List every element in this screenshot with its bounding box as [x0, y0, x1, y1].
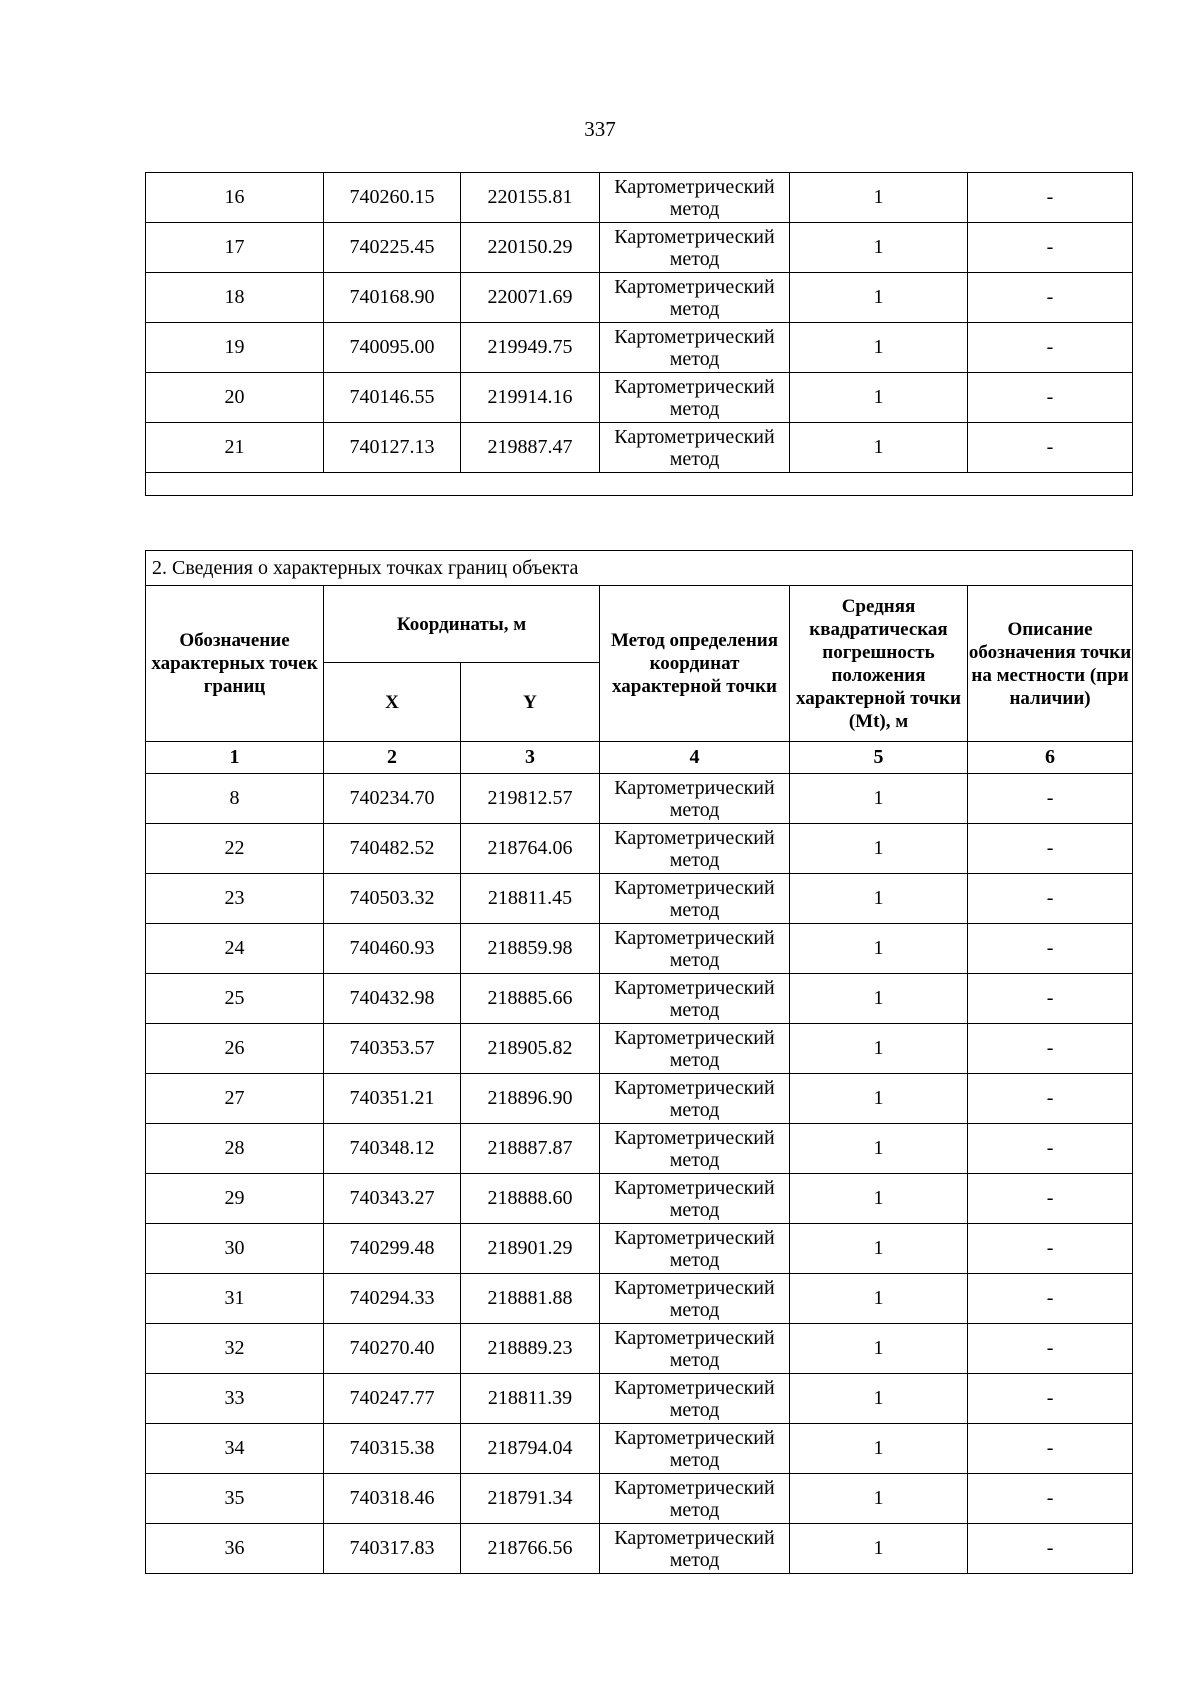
method-text: метод [669, 1548, 720, 1571]
method-text: метод [669, 898, 720, 921]
method-text: метод [669, 197, 720, 220]
description-cell: - [968, 1124, 1133, 1174]
empty-cell [146, 473, 1133, 496]
method-text: метод [669, 1498, 720, 1521]
header-error: Средняя квадратическая погрешность положения характерной точки (Mt), м [790, 586, 968, 742]
section-title-row [146, 551, 1133, 586]
table-row [146, 173, 1133, 223]
method-text: метод [669, 397, 720, 420]
x-coordinate-cell: 740432.98 [324, 974, 461, 1024]
header-y: Y [461, 663, 600, 742]
method-text: Картометрический [614, 1226, 775, 1249]
x-coordinate-cell: 740299.48 [324, 1224, 461, 1274]
x-coordinate-cell: 740127.13 [324, 423, 461, 473]
method-text: метод [669, 998, 720, 1021]
method-cell [600, 874, 790, 924]
method-text: метод [669, 1048, 720, 1071]
column-number: 5 [790, 742, 968, 774]
y-coordinate-cell: 218859.98 [461, 924, 600, 974]
y-coordinate-cell: 218896.90 [461, 1074, 600, 1124]
point-id-cell: 28 [146, 1124, 324, 1174]
point-id-cell: 20 [146, 373, 324, 423]
x-coordinate-cell: 740482.52 [324, 824, 461, 874]
x-coordinate-cell: 740225.45 [324, 223, 461, 273]
table-row [146, 1074, 1133, 1124]
method-cell [600, 774, 790, 824]
section-title: 2. Сведения о характерных точках границ объекта [146, 551, 1133, 586]
column-number: 3 [461, 742, 600, 774]
method-text: Картометрический [614, 1426, 775, 1449]
point-id-cell: 35 [146, 1474, 324, 1524]
table-row [146, 1424, 1133, 1474]
point-id-cell: 17 [146, 223, 324, 273]
points-table-continued [145, 172, 1133, 496]
y-coordinate-cell: 218889.23 [461, 1324, 600, 1374]
table-row [146, 1024, 1133, 1074]
table-row [146, 974, 1133, 1024]
method-text: метод [669, 1198, 720, 1221]
method-text: Картометрический [614, 1026, 775, 1049]
error-cell: 1 [790, 1224, 968, 1274]
method-text: Картометрический [614, 1526, 775, 1549]
table-row [146, 273, 1133, 323]
method-text: Картометрический [614, 1276, 775, 1299]
description-cell: - [968, 774, 1133, 824]
y-coordinate-cell: 218881.88 [461, 1274, 600, 1324]
description-cell: - [968, 223, 1133, 273]
empty-row [146, 473, 1133, 496]
method-cell [600, 1524, 790, 1574]
method-cell [600, 1124, 790, 1174]
method-cell [600, 1474, 790, 1524]
y-coordinate-cell: 218887.87 [461, 1124, 600, 1174]
method-text: метод [669, 1448, 720, 1471]
description-cell: - [968, 824, 1133, 874]
point-id-cell: 23 [146, 874, 324, 924]
x-coordinate-cell: 740503.32 [324, 874, 461, 924]
point-id-cell: 34 [146, 1424, 324, 1474]
method-cell [600, 1374, 790, 1424]
point-id-cell: 27 [146, 1074, 324, 1124]
table-header [146, 551, 1133, 774]
method-text: метод [669, 297, 720, 320]
error-cell: 1 [790, 1074, 968, 1124]
page-number: 337 [584, 117, 616, 141]
error-cell: 1 [790, 323, 968, 373]
method-cell [600, 223, 790, 273]
error-cell: 1 [790, 1274, 968, 1324]
header-row [146, 586, 1133, 663]
method-text: Картометрический [614, 826, 775, 849]
table-row [146, 1474, 1133, 1524]
method-text: метод [669, 1398, 720, 1421]
description-cell: - [968, 1224, 1133, 1274]
error-cell: 1 [790, 1474, 968, 1524]
y-coordinate-cell: 220071.69 [461, 273, 600, 323]
method-text: Картометрический [614, 425, 775, 448]
table-row [146, 423, 1133, 473]
method-cell [600, 373, 790, 423]
y-coordinate-cell: 218791.34 [461, 1474, 600, 1524]
header-method: Метод определения координат характерной точки [600, 586, 790, 742]
method-text: Картометрический [614, 275, 775, 298]
description-cell: - [968, 273, 1133, 323]
y-coordinate-cell: 218905.82 [461, 1024, 600, 1074]
point-id-cell: 26 [146, 1024, 324, 1074]
error-cell: 1 [790, 1124, 968, 1174]
description-cell: - [968, 1324, 1133, 1374]
y-coordinate-cell: 218901.29 [461, 1224, 600, 1274]
method-cell [600, 173, 790, 223]
method-text: Картометрический [614, 325, 775, 348]
error-cell: 1 [790, 373, 968, 423]
method-text: метод [669, 1348, 720, 1371]
error-cell: 1 [790, 423, 968, 473]
error-cell: 1 [790, 1524, 968, 1574]
description-cell: - [968, 1524, 1133, 1574]
error-cell: 1 [790, 874, 968, 924]
header-coordinates: Координаты, м [324, 586, 600, 663]
method-cell [600, 1274, 790, 1324]
y-coordinate-cell: 218888.60 [461, 1174, 600, 1224]
x-coordinate-cell: 740095.00 [324, 323, 461, 373]
method-cell [600, 273, 790, 323]
method-text: метод [669, 447, 720, 470]
method-text: Картометрический [614, 1326, 775, 1349]
point-id-cell: 33 [146, 1374, 324, 1424]
method-text: метод [669, 848, 720, 871]
error-cell: 1 [790, 273, 968, 323]
x-coordinate-cell: 740270.40 [324, 1324, 461, 1374]
error-cell: 1 [790, 1424, 968, 1474]
table-row [146, 1374, 1133, 1424]
x-coordinate-cell: 740234.70 [324, 774, 461, 824]
error-cell: 1 [790, 1024, 968, 1074]
x-coordinate-cell: 740318.46 [324, 1474, 461, 1524]
description-cell: - [968, 423, 1133, 473]
method-text: метод [669, 798, 720, 821]
column-number: 4 [600, 742, 790, 774]
y-coordinate-cell: 218794.04 [461, 1424, 600, 1474]
point-id-cell: 25 [146, 974, 324, 1024]
description-cell: - [968, 1374, 1133, 1424]
method-cell [600, 824, 790, 874]
error-cell: 1 [790, 974, 968, 1024]
header-description: Описание обозначения точки на местности (при наличии) [968, 586, 1133, 742]
error-cell: 1 [790, 223, 968, 273]
table-row [146, 924, 1133, 974]
method-text: Картометрический [614, 926, 775, 949]
table-row [146, 1224, 1133, 1274]
table-row [146, 824, 1133, 874]
description-cell: - [968, 1424, 1133, 1474]
method-cell [600, 974, 790, 1024]
point-id-cell: 32 [146, 1324, 324, 1374]
x-coordinate-cell: 740460.93 [324, 924, 461, 974]
error-cell: 1 [790, 774, 968, 824]
error-cell: 1 [790, 1374, 968, 1424]
error-cell: 1 [790, 924, 968, 974]
method-text: Картометрический [614, 976, 775, 999]
y-coordinate-cell: 218811.45 [461, 874, 600, 924]
method-text: метод [669, 1248, 720, 1271]
x-coordinate-cell: 740260.15 [324, 173, 461, 223]
x-coordinate-cell: 740348.12 [324, 1124, 461, 1174]
description-cell: - [968, 1474, 1133, 1524]
boundary-points-table [145, 550, 1133, 1574]
x-coordinate-cell: 740315.38 [324, 1424, 461, 1474]
y-coordinate-cell: 220150.29 [461, 223, 600, 273]
point-id-cell: 18 [146, 273, 324, 323]
method-text: метод [669, 347, 720, 370]
method-text: Картометрический [614, 776, 775, 799]
table-row [146, 1274, 1133, 1324]
point-id-cell: 22 [146, 824, 324, 874]
header-designation: Обозначение характерных точек границ [146, 586, 324, 742]
method-text: метод [669, 247, 720, 270]
y-coordinate-cell: 218811.39 [461, 1374, 600, 1424]
column-number-row [146, 742, 1133, 774]
table-row [146, 1124, 1133, 1174]
method-cell [600, 1024, 790, 1074]
description-cell: - [968, 974, 1133, 1024]
point-id-cell: 8 [146, 774, 324, 824]
y-coordinate-cell: 218764.06 [461, 824, 600, 874]
method-cell [600, 1424, 790, 1474]
column-number: 6 [968, 742, 1133, 774]
boundary-points-table-body [146, 774, 1133, 1574]
description-cell: - [968, 1174, 1133, 1224]
method-text: Картометрический [614, 1176, 775, 1199]
error-cell: 1 [790, 1174, 968, 1224]
point-id-cell: 21 [146, 423, 324, 473]
method-text: метод [669, 1148, 720, 1171]
y-coordinate-cell: 218885.66 [461, 974, 600, 1024]
x-coordinate-cell: 740168.90 [324, 273, 461, 323]
y-coordinate-cell: 219949.75 [461, 323, 600, 373]
method-text: Картометрический [614, 1076, 775, 1099]
point-id-cell: 19 [146, 323, 324, 373]
x-coordinate-cell: 740353.57 [324, 1024, 461, 1074]
description-cell: - [968, 1074, 1133, 1124]
table-row [146, 1174, 1133, 1224]
description-cell: - [968, 323, 1133, 373]
method-cell [600, 323, 790, 373]
error-cell: 1 [790, 173, 968, 223]
y-coordinate-cell: 219914.16 [461, 373, 600, 423]
x-coordinate-cell: 740317.83 [324, 1524, 461, 1574]
description-cell: - [968, 924, 1133, 974]
table-row [146, 1524, 1133, 1574]
y-coordinate-cell: 219887.47 [461, 423, 600, 473]
error-cell: 1 [790, 1324, 968, 1374]
method-cell [600, 924, 790, 974]
column-number: 1 [146, 742, 324, 774]
method-cell [600, 1074, 790, 1124]
table-row [146, 323, 1133, 373]
column-number: 2 [324, 742, 461, 774]
method-text: Картометрический [614, 1126, 775, 1149]
x-coordinate-cell: 740294.33 [324, 1274, 461, 1324]
method-text: Картометрический [614, 175, 775, 198]
x-coordinate-cell: 740343.27 [324, 1174, 461, 1224]
point-id-cell: 36 [146, 1524, 324, 1574]
description-cell: - [968, 1274, 1133, 1324]
method-text: метод [669, 1098, 720, 1121]
point-id-cell: 31 [146, 1274, 324, 1324]
method-text: Картометрический [614, 375, 775, 398]
method-text: Картометрический [614, 1376, 775, 1399]
method-cell [600, 1224, 790, 1274]
point-id-cell: 16 [146, 173, 324, 223]
x-coordinate-cell: 740247.77 [324, 1374, 461, 1424]
method-cell [600, 1324, 790, 1374]
y-coordinate-cell: 219812.57 [461, 774, 600, 824]
x-coordinate-cell: 740146.55 [324, 373, 461, 423]
table-row [146, 223, 1133, 273]
method-text: метод [669, 1298, 720, 1321]
point-id-cell: 30 [146, 1224, 324, 1274]
table-row [146, 874, 1133, 924]
table-row [146, 774, 1133, 824]
description-cell: - [968, 373, 1133, 423]
method-cell [600, 423, 790, 473]
table-row [146, 1324, 1133, 1374]
error-cell: 1 [790, 824, 968, 874]
method-cell [600, 1174, 790, 1224]
point-id-cell: 29 [146, 1174, 324, 1224]
x-coordinate-cell: 740351.21 [324, 1074, 461, 1124]
description-cell: - [968, 1024, 1133, 1074]
y-coordinate-cell: 218766.56 [461, 1524, 600, 1574]
method-text: Картометрический [614, 225, 775, 248]
description-cell: - [968, 173, 1133, 223]
y-coordinate-cell: 220155.81 [461, 173, 600, 223]
point-id-cell: 24 [146, 924, 324, 974]
description-cell: - [968, 874, 1133, 924]
table-row [146, 373, 1133, 423]
header-x: X [324, 663, 461, 742]
method-text: Картометрический [614, 876, 775, 899]
points-table-continued-body [146, 173, 1133, 496]
method-text: метод [669, 948, 720, 971]
method-text: Картометрический [614, 1476, 775, 1499]
